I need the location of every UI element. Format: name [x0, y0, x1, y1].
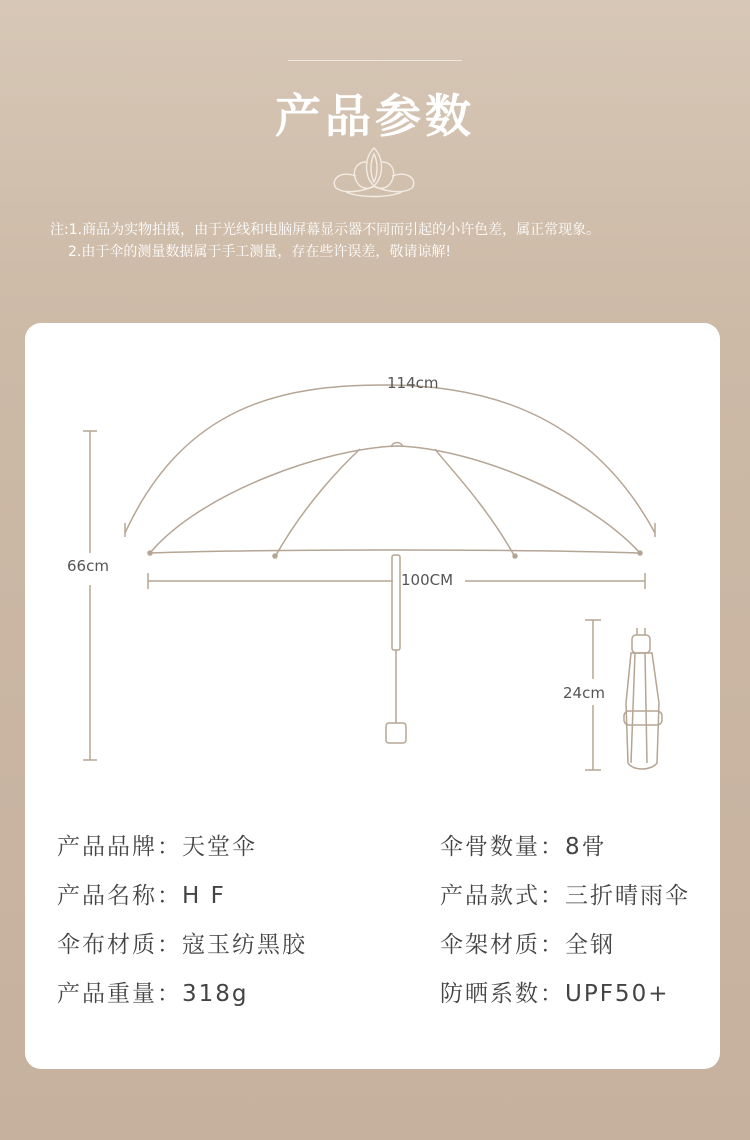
note-1: 注:1.商品为实物拍摄，由于光线和电脑屏幕显示器不同而引起的小许色差，属正常现象。 [50, 222, 601, 238]
disclaimer-notes [50, 219, 730, 263]
spec-ribs: 伞骨数量：8骨 [440, 834, 607, 860]
note-2: 2.由于伞的测量数据属于手工测量，存在些许误差，敬请谅解! [68, 244, 451, 260]
spec-style: 产品款式：三折晴雨伞 [440, 883, 690, 909]
folded-umbrella [624, 628, 662, 769]
page-title: 产品参数 [275, 89, 475, 143]
umbrella-handle [386, 723, 406, 743]
umbrella-diagram [25, 323, 720, 793]
product-card [25, 323, 720, 1069]
span-dimension-label: 100CM [401, 571, 454, 589]
arc-dimension-label: 114cm [387, 374, 439, 392]
arc-dimension-line [125, 385, 655, 533]
spec-frame: 伞架材质：全钢 [440, 932, 615, 958]
spec-upf: 防晒系数：UPF50+ [440, 981, 670, 1007]
folded-dimension-label: 24cm [563, 684, 605, 702]
lotus-icon [326, 140, 422, 204]
spec-fabric: 伞布材质：寇玉纺黑胶 [57, 932, 307, 958]
spec-weight: 产品重量：318g [57, 981, 249, 1007]
title-divider [288, 60, 462, 61]
spec-brand: 产品品牌：天堂伞 [57, 834, 257, 860]
height-dimension-label: 66cm [67, 557, 109, 575]
spec-name: 产品名称：H F [57, 883, 226, 909]
umbrella-shaft [392, 555, 400, 650]
umbrella-canopy [150, 446, 640, 553]
